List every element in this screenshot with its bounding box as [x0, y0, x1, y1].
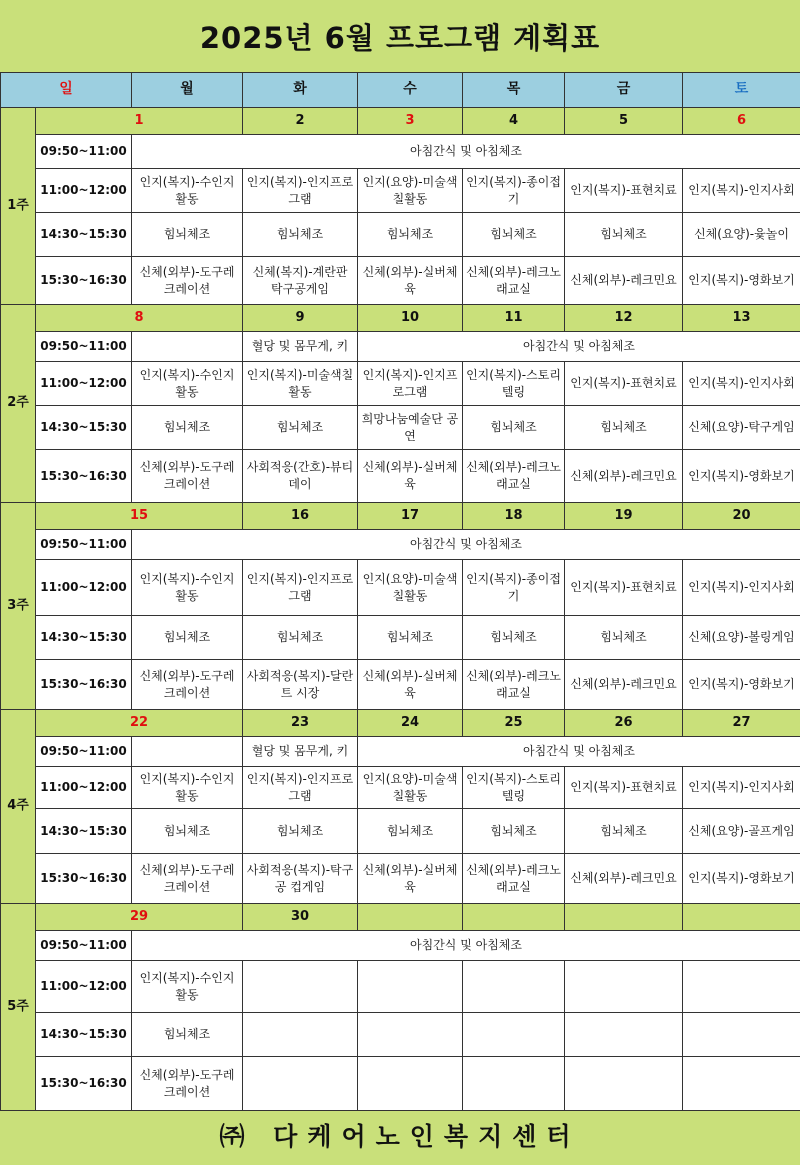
- program-cell: 힘뇌체조: [358, 809, 463, 854]
- program-cell: 신체(요양)-탁구게임: [683, 406, 800, 450]
- program-cell: 신체(외부)-레크노래교실: [463, 450, 565, 503]
- program-cell: 힘뇌체조: [243, 406, 358, 450]
- time-slot-cell: 11:00~12:00: [36, 169, 132, 213]
- program-cell: 신체(외부)-도구레크레이션: [132, 854, 243, 904]
- program-cell: 인지(복지)-인지프로그램: [243, 560, 358, 616]
- program-cell: 인지(복지)-인지사회: [683, 362, 800, 406]
- program-cell: 인지(복지)-영화보기: [683, 660, 800, 710]
- program-cell: 신체(외부)-실버체육: [358, 450, 463, 503]
- date-cell: 13: [683, 305, 800, 332]
- program-cell: 신체(외부)-레크민요: [565, 854, 683, 904]
- schedule-row: [1, 213, 800, 257]
- program-cell: 인지(복지)-표현치료: [565, 767, 683, 809]
- program-cell: [243, 1013, 358, 1057]
- program-cell: [463, 1013, 565, 1057]
- program-cell: 힘뇌체조: [243, 213, 358, 257]
- date-cell: 6: [683, 108, 800, 135]
- date-cell: [565, 904, 683, 931]
- program-cell: [683, 961, 800, 1013]
- program-cell: 인지(복지)-미술색칠활동: [243, 362, 358, 406]
- program-cell: 신체(외부)-레크민요: [565, 257, 683, 305]
- date-cell: 29: [36, 904, 243, 931]
- schedule-row: [1, 362, 800, 406]
- week-date-row: [1, 503, 800, 530]
- program-cell: 신체(외부)-도구레크레이션: [132, 660, 243, 710]
- program-cell: 신체(외부)-레크민요: [565, 660, 683, 710]
- program-cell: [463, 961, 565, 1013]
- date-cell: 8: [36, 305, 243, 332]
- program-cell: 인지(복지)-영화보기: [683, 854, 800, 904]
- program-cell: 힘뇌체조: [565, 809, 683, 854]
- program-cell: 아침간식 및 아침체조: [358, 332, 800, 362]
- program-cell: [358, 1057, 463, 1111]
- date-cell: 22: [36, 710, 243, 737]
- program-cell: 인지(복지)-영화보기: [683, 257, 800, 305]
- program-cell: 신체(복지)-계란판 탁구공게임: [243, 257, 358, 305]
- dow-thursday: 목: [463, 73, 565, 108]
- schedule-row: [1, 961, 800, 1013]
- program-cell: 희망나눔예술단 공연: [358, 406, 463, 450]
- time-slot-cell: 11:00~12:00: [36, 362, 132, 406]
- time-slot-cell: 14:30~15:30: [36, 809, 132, 854]
- program-cell: 신체(외부)-레크노래교실: [463, 660, 565, 710]
- program-cell: 인지(복지)-표현치료: [565, 362, 683, 406]
- program-cell: [683, 1013, 800, 1057]
- program-cell: 신체(외부)-레크민요: [565, 450, 683, 503]
- program-cell: 인지(복지)-표현치료: [565, 560, 683, 616]
- program-cell: 아침간식 및 아침체조: [132, 135, 800, 169]
- schedule-row: [1, 135, 800, 169]
- program-cell: 힘뇌체조: [463, 616, 565, 660]
- program-cell: 인지(복지)-종이접기: [463, 560, 565, 616]
- week-date-row: [1, 904, 800, 931]
- program-cell: 인지(복지)-수인지 활동: [132, 362, 243, 406]
- schedule-row: [1, 767, 800, 809]
- schedule-row: [1, 332, 800, 362]
- program-cell: 신체(외부)-레크노래교실: [463, 854, 565, 904]
- program-cell: 인지(복지)-수인지 활동: [132, 767, 243, 809]
- date-cell: 1: [36, 108, 243, 135]
- time-slot-cell: 09:50~11:00: [36, 332, 132, 362]
- date-cell: 25: [463, 710, 565, 737]
- program-cell: 신체(외부)-실버체육: [358, 854, 463, 904]
- program-cell: 힘뇌체조: [132, 213, 243, 257]
- program-cell: 힘뇌체조: [243, 809, 358, 854]
- program-cell: 인지(복지)-수인지 활동: [132, 560, 243, 616]
- date-cell: 5: [565, 108, 683, 135]
- date-cell: 26: [565, 710, 683, 737]
- time-slot-cell: 14:30~15:30: [36, 213, 132, 257]
- time-slot-cell: 14:30~15:30: [36, 616, 132, 660]
- schedule-row: [1, 660, 800, 710]
- week-label: 2주: [1, 305, 36, 503]
- day-of-week-header: [1, 73, 800, 108]
- program-cell: [683, 1057, 800, 1111]
- week-date-row: [1, 710, 800, 737]
- dow-monday: 월: [132, 73, 243, 108]
- schedule-row: [1, 257, 800, 305]
- dow-friday: 금: [565, 73, 683, 108]
- date-cell: 11: [463, 305, 565, 332]
- program-cell: 힘뇌체조: [463, 406, 565, 450]
- date-cell: 24: [358, 710, 463, 737]
- schedule-row: [1, 1057, 800, 1111]
- date-cell: 10: [358, 305, 463, 332]
- program-cell: 힘뇌체조: [358, 213, 463, 257]
- program-cell: 인지(복지)-인지사회: [683, 560, 800, 616]
- time-slot-cell: 09:50~11:00: [36, 737, 132, 767]
- date-cell: 3: [358, 108, 463, 135]
- program-cell: 신체(요양)-윷놀이: [683, 213, 800, 257]
- program-cell: 아침간식 및 아침체조: [132, 931, 800, 961]
- program-cell: [565, 1013, 683, 1057]
- program-cell: [132, 737, 243, 767]
- program-cell: 힘뇌체조: [132, 406, 243, 450]
- program-cell: [565, 961, 683, 1013]
- program-cell: 인지(복지)-스토리텔링: [463, 767, 565, 809]
- program-cell: 힘뇌체조: [358, 616, 463, 660]
- schedule-row: [1, 169, 800, 213]
- schedule-row: [1, 1013, 800, 1057]
- date-cell: 30: [243, 904, 358, 931]
- program-cell: 혈당 및 몸무게, 키: [243, 332, 358, 362]
- schedule-row: [1, 809, 800, 854]
- program-cell: 아침간식 및 아침체조: [358, 737, 800, 767]
- program-cell: 인지(요양)-미술색칠활동: [358, 767, 463, 809]
- program-cell: [132, 332, 243, 362]
- center-name-footer: ㈜ 다케어노인복지센터: [219, 1122, 581, 1151]
- date-cell: 9: [243, 305, 358, 332]
- date-cell: 15: [36, 503, 243, 530]
- time-slot-cell: 11:00~12:00: [36, 767, 132, 809]
- schedule-row: [1, 560, 800, 616]
- program-cell: 힘뇌체조: [565, 213, 683, 257]
- time-slot-cell: 11:00~12:00: [36, 560, 132, 616]
- program-cell: [243, 1057, 358, 1111]
- program-cell: 인지(복지)-종이접기: [463, 169, 565, 213]
- program-cell: 신체(외부)-실버체육: [358, 660, 463, 710]
- date-cell: 18: [463, 503, 565, 530]
- program-cell: 힘뇌체조: [132, 809, 243, 854]
- program-cell: 사회적응(복지)-달란트 시장: [243, 660, 358, 710]
- date-cell: 27: [683, 710, 800, 737]
- week-label: 1주: [1, 108, 36, 305]
- time-slot-cell: 15:30~16:30: [36, 854, 132, 904]
- schedule-table: [0, 72, 800, 1111]
- program-cell: 신체(외부)-도구레크레이션: [132, 450, 243, 503]
- schedule-body: [1, 73, 800, 1111]
- page-title: 2025년 6월 프로그램 계획표: [199, 20, 601, 55]
- date-cell: [358, 904, 463, 931]
- time-slot-cell: 15:30~16:30: [36, 1057, 132, 1111]
- program-cell: 힘뇌체조: [132, 1013, 243, 1057]
- schedule-row: [1, 450, 800, 503]
- program-cell: [358, 1013, 463, 1057]
- program-cell: 인지(복지)-인지프로그램: [243, 169, 358, 213]
- week-label: 4주: [1, 710, 36, 904]
- dow-wednesday: 수: [358, 73, 463, 108]
- program-cell: 인지(복지)-인지사회: [683, 169, 800, 213]
- schedule-row: [1, 854, 800, 904]
- week-label: 5주: [1, 904, 36, 1111]
- schedule-row: [1, 406, 800, 450]
- program-cell: 사회적응(복지)-탁구공 컵게임: [243, 854, 358, 904]
- program-cell: 신체(요양)-골프게임: [683, 809, 800, 854]
- program-cell: 아침간식 및 아침체조: [132, 530, 800, 560]
- program-cell: [565, 1057, 683, 1111]
- time-slot-cell: 15:30~16:30: [36, 660, 132, 710]
- schedule-row: [1, 931, 800, 961]
- program-cell: [463, 1057, 565, 1111]
- program-cell: 인지(복지)-스토리텔링: [463, 362, 565, 406]
- program-cell: 신체(외부)-실버체육: [358, 257, 463, 305]
- program-cell: 인지(요양)-미술색칠활동: [358, 169, 463, 213]
- time-slot-cell: 14:30~15:30: [36, 406, 132, 450]
- week-date-row: [1, 305, 800, 332]
- schedule-row: [1, 737, 800, 767]
- program-cell: [358, 961, 463, 1013]
- program-cell: 신체(요양)-볼링게임: [683, 616, 800, 660]
- program-cell: 신체(외부)-레크노래교실: [463, 257, 565, 305]
- date-cell: 23: [243, 710, 358, 737]
- program-cell: 힘뇌체조: [132, 616, 243, 660]
- program-cell: 힘뇌체조: [565, 616, 683, 660]
- date-cell: 19: [565, 503, 683, 530]
- week-label: 3주: [1, 503, 36, 710]
- time-slot-cell: 14:30~15:30: [36, 1013, 132, 1057]
- program-cell: 인지(복지)-인지프로그램: [358, 362, 463, 406]
- program-cell: 인지(요양)-미술색칠활동: [358, 560, 463, 616]
- program-cell: 인지(복지)-인지프로그램: [243, 767, 358, 809]
- date-cell: 16: [243, 503, 358, 530]
- dow-tuesday: 화: [243, 73, 358, 108]
- program-cell: 힘뇌체조: [463, 809, 565, 854]
- program-cell: 인지(복지)-인지사회: [683, 767, 800, 809]
- program-cell: [243, 961, 358, 1013]
- date-cell: 20: [683, 503, 800, 530]
- program-cell: 인지(복지)-표현치료: [565, 169, 683, 213]
- time-slot-cell: 15:30~16:30: [36, 450, 132, 503]
- time-slot-cell: 15:30~16:30: [36, 257, 132, 305]
- dow-sunday: 일: [1, 73, 132, 108]
- schedule-row: [1, 616, 800, 660]
- time-slot-cell: 11:00~12:00: [36, 961, 132, 1013]
- program-cell: 신체(외부)-도구레크레이션: [132, 257, 243, 305]
- program-cell: 힘뇌체조: [565, 406, 683, 450]
- program-cell: 신체(외부)-도구레크레이션: [132, 1057, 243, 1111]
- week-date-row: [1, 108, 800, 135]
- program-cell: 인지(복지)-영화보기: [683, 450, 800, 503]
- program-cell: 힘뇌체조: [243, 616, 358, 660]
- program-cell: 인지(복지)-수인지 활동: [132, 169, 243, 213]
- program-cell: 혈당 및 몸무게, 키: [243, 737, 358, 767]
- date-cell: [463, 904, 565, 931]
- schedule-row: [1, 530, 800, 560]
- date-cell: 17: [358, 503, 463, 530]
- date-cell: 2: [243, 108, 358, 135]
- date-cell: [683, 904, 800, 931]
- program-cell: 사회적응(간호)-뷰티데이: [243, 450, 358, 503]
- date-cell: 12: [565, 305, 683, 332]
- program-cell: 인지(복지)-수인지 활동: [132, 961, 243, 1013]
- date-cell: 4: [463, 108, 565, 135]
- time-slot-cell: 09:50~11:00: [36, 931, 132, 961]
- time-slot-cell: 09:50~11:00: [36, 135, 132, 169]
- dow-saturday: 토: [683, 73, 800, 108]
- program-cell: 힘뇌체조: [463, 213, 565, 257]
- time-slot-cell: 09:50~11:00: [36, 530, 132, 560]
